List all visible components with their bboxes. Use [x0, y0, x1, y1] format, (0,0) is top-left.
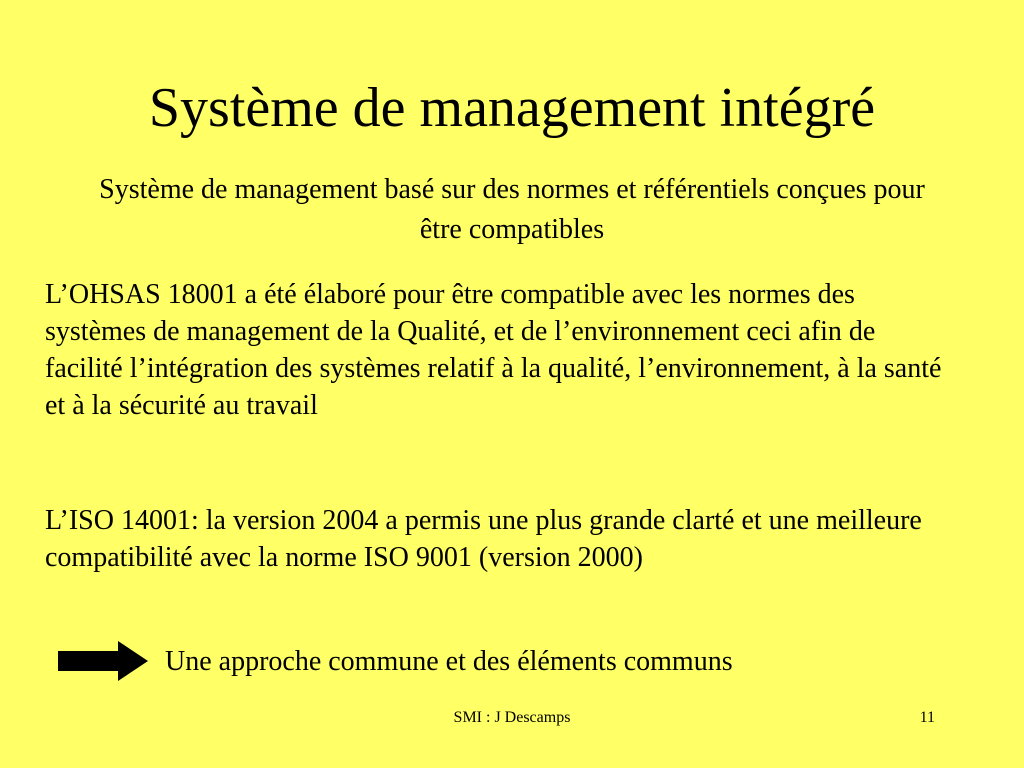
- right-arrow-icon: [58, 641, 148, 681]
- page-number: 11: [919, 709, 935, 726]
- paragraph-ohsas: L’OHSAS 18001 a été élaboré pour être compatible avec les normes des systèmes de management de la Qualité, et de l’environnement ceci afin de facilité l’intégration des systèmes relatif à la qualité, l’environnement, à la santé et à la sécurité au travail: [45, 279, 942, 421]
- conclusion-text: Une approche commune et des éléments communs: [165, 646, 733, 677]
- slide-subtitle: Système de management basé sur des normes et référentiels conçues pour être compatibles: [99, 174, 925, 245]
- paragraph-iso: L’ISO 14001: la version 2004 a permis une plus grande clarté et une meilleure compatibilité avec la norme ISO 9001 (version 2000): [45, 505, 922, 573]
- footer-author: SMI : J Descamps: [453, 709, 571, 726]
- slide-title: Système de management intégré: [148, 77, 876, 139]
